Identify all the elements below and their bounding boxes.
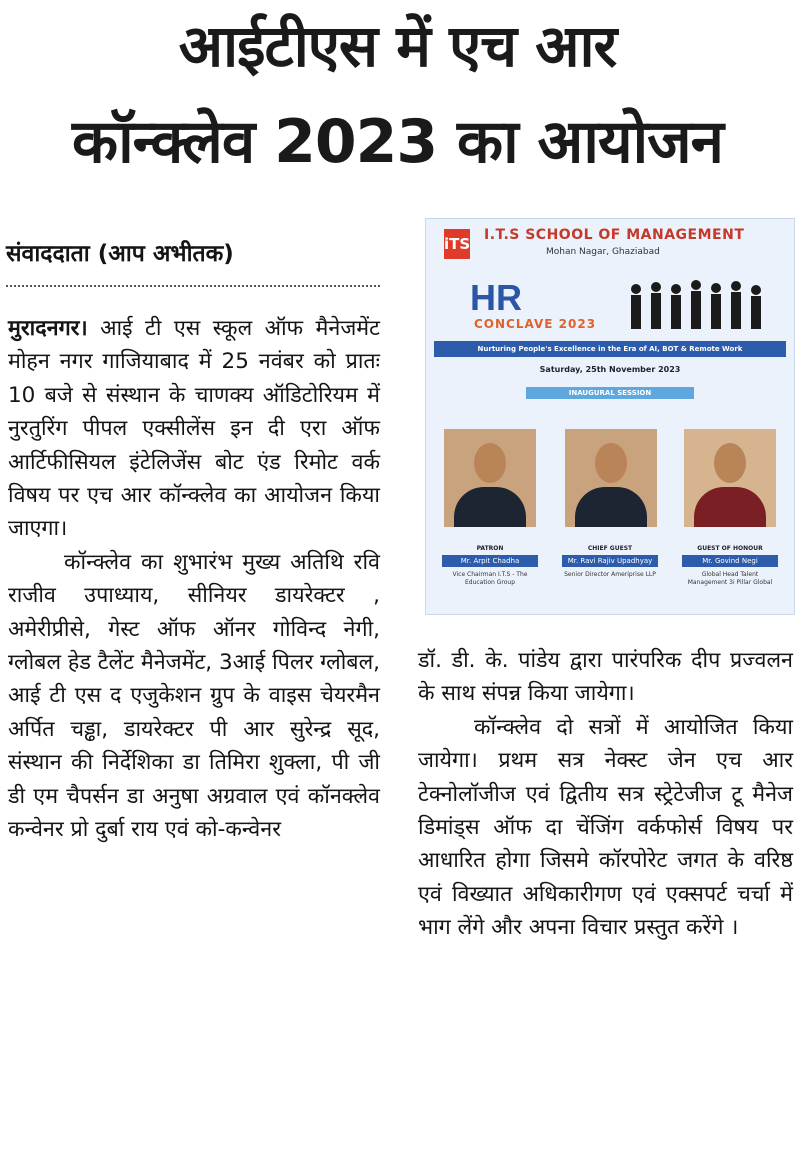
article-paragraph: कॉन्क्लेव का शुभारंभ मुख्य अतिथि रवि राजीव उपाध्याय, सीनियर डायरेक्टर , अमेरीप्रीसे, गेस्ट ऑफ ऑनर गोविन्द नेगी, ग्लोबल हेड टैलेंट मैनेजमेंट, 3आई पिलर ग्लोबल, आई टी एस द एजुकेशन ग्रुप के वाइस चेयरमैन अर्पित चड्ढा, डायरेक्टर पी आर सुरेन्द्र सूद, संस्थान की निर्देशिका डा तिमिरा शुक्ला, पी जी डी एम चैपर्सन डा अनुषा अग्रवाल एवं कॉनक्लेव कन्वेनर प्रो दुर्बा राय एवं को-कन्वेनर bbox=[8, 549, 380, 843]
byline: संवाददाता (आप अभीतक) bbox=[6, 241, 234, 267]
poster-school-name: I.T.S SCHOOL OF MANAGEMENT bbox=[484, 227, 745, 243]
poster-date: Saturday, 25th November 2023 bbox=[539, 365, 681, 374]
article-paragraph: डॉ. डी. के. पांडेय द्वारा पारंपरिक दीप प्रज्वलन के साथ संपन्न किया जायेगा। bbox=[418, 648, 793, 707]
speaker-role: CHIEF GUEST bbox=[587, 545, 633, 552]
poster-location: Mohan Nagar, Ghaziabad bbox=[546, 247, 660, 257]
article-paragraph: कॉन्क्लेव दो सत्रों में आयोजित किया जायेगा। प्रथम सत्र नेक्स्ट जेन एच आर टेक्नोलॉजीज एवं द्वितीय सत्र स्ट्रेटेजीज टू मैनेज डिमांड्स ऑफ दा चेंजिंग वर्कफोर्स विषय पर आधारित होगा जिसमे कॉरपोरेट जगत के वरिष्ठ एवं विख्यात अधिकारीगण एवं एक्सपर्ट चर्चा में भाग लेंगे और अपना विचार प्रस्तुत करेंगे । bbox=[418, 714, 793, 941]
speaker-name: Mr. Govind Negi bbox=[682, 555, 778, 567]
people-silhouettes-icon bbox=[626, 279, 776, 335]
article-paragraph bbox=[8, 312, 380, 546]
speaker-role: PATRON bbox=[476, 545, 504, 552]
dateline: मुरादनगर। bbox=[8, 316, 88, 341]
poster-conclave: CONCLAVE 2023 bbox=[474, 317, 597, 331]
speaker-photo bbox=[565, 429, 657, 527]
headline-line-1: आईटीएस में एच आर bbox=[178, 12, 617, 80]
speaker-designation: Vice Chairman I.T.S - The Education Group bbox=[452, 571, 528, 586]
speaker-photo bbox=[684, 429, 776, 527]
article-column-2 bbox=[418, 644, 793, 945]
poster-hr-title: HR bbox=[470, 277, 522, 318]
speaker-name: Mr. Ravi Rajiv Upadhyay bbox=[562, 555, 658, 567]
headline-line-2: कॉन्क्लेव 2023 का आयोजन bbox=[72, 107, 723, 177]
speaker-name: Mr. Arpit Chadha bbox=[442, 555, 538, 567]
poster-theme-banner: Nurturing People's Excellence in the Era of AI, BOT & Remote Work bbox=[434, 341, 786, 357]
poster-session-label: INAUGURAL SESSION bbox=[526, 387, 694, 399]
speaker-designation: Senior Director Ameriprise LLP bbox=[564, 571, 656, 578]
divider bbox=[6, 285, 380, 287]
paragraph-text: आई टी एस स्कूल ऑफ मैनेजमेंट मोहन नगर गाजियाबाद में 25 नवंबर को प्रातः 10 बजे से संस्थान के चाणक्य ऑडिटोरियम में नुरतुरिंग पीपल एक्सीलेंस इन दी एरा ऑफ आर्टिफीसियल इंटेलिजेंस बोट एंड रिमोट वर्क विषय पर एच आर कॉन्क्लेव का आयोजन किया जाएगा। bbox=[8, 316, 380, 542]
speaker-designation: Global Head Talent Management 3i Pillar Global bbox=[687, 571, 773, 586]
speaker-photo bbox=[444, 429, 536, 527]
event-poster bbox=[425, 218, 795, 615]
speaker-role: GUEST OF HONOUR bbox=[697, 545, 763, 552]
its-logo: iTS bbox=[444, 229, 470, 259]
article-column-1 bbox=[8, 312, 380, 847]
